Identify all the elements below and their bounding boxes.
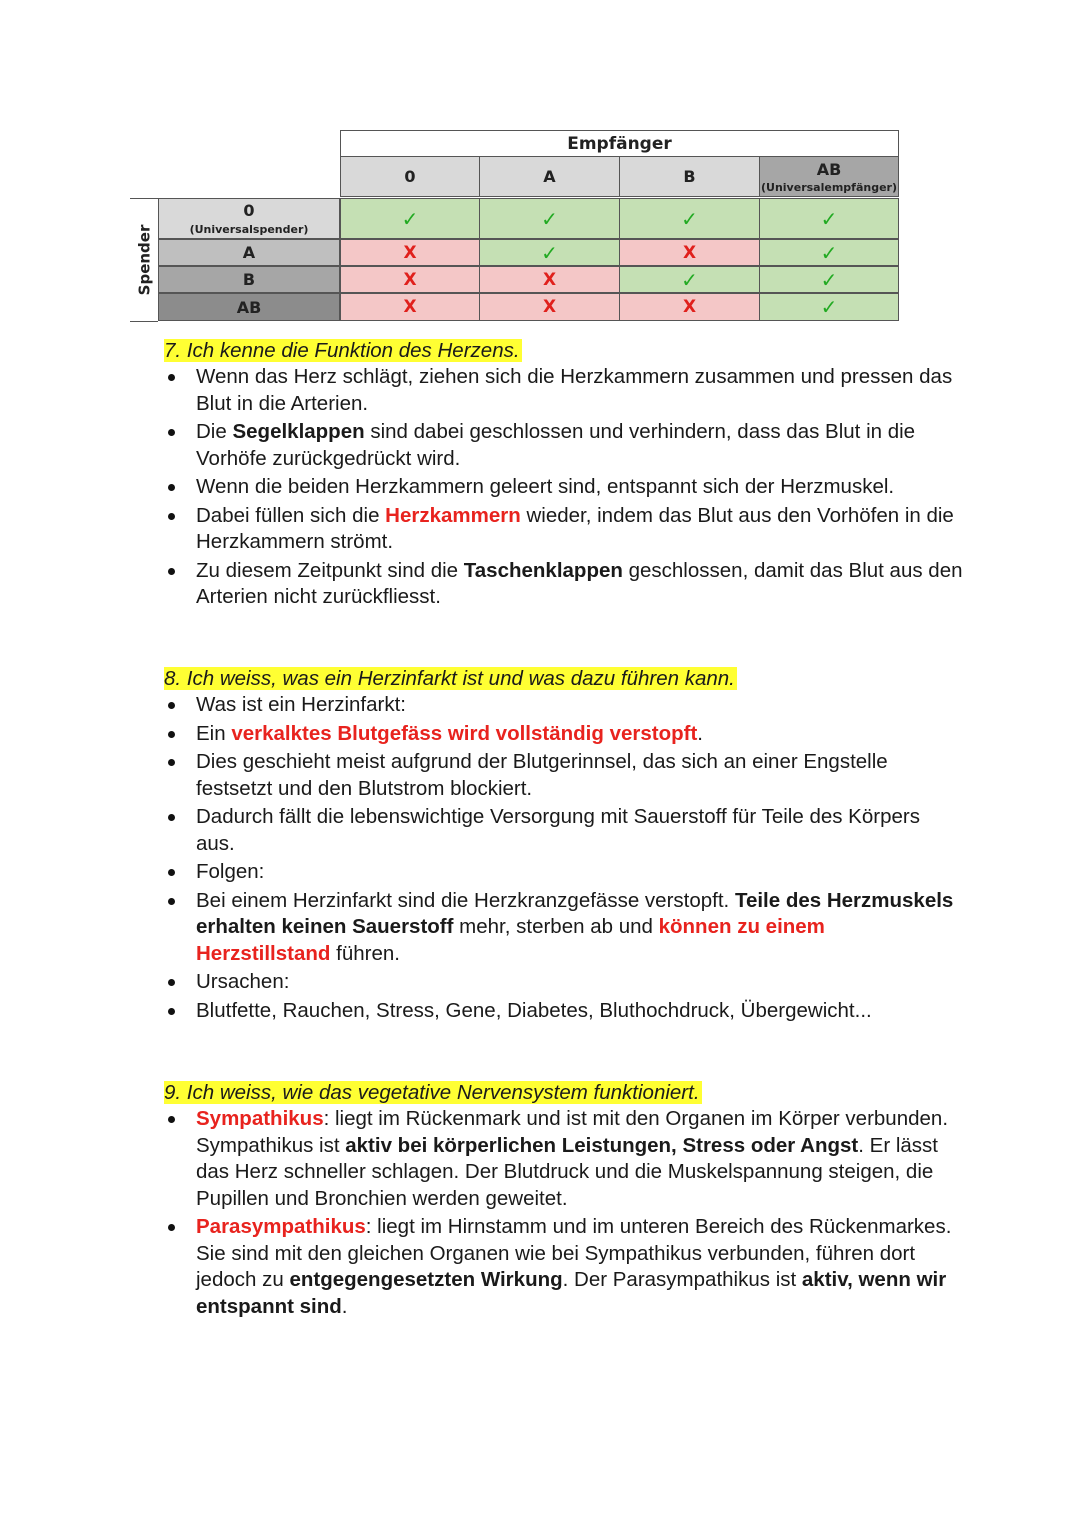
list-item (164, 419, 964, 472)
section-heart-function (164, 338, 964, 613)
table-cell: X (340, 239, 480, 266)
row-header-label: B (242, 270, 256, 289)
list-item (164, 888, 964, 968)
column-header-0 (340, 156, 480, 197)
item-text: geschlossen, damit das Blut aus den Arterien nicht zurückfliesst. (196, 558, 963, 608)
bold-term: Taschenklappen (463, 558, 623, 582)
row-header-0 (158, 198, 340, 239)
section-heart-attack (164, 666, 964, 1026)
item-text: . Er lässt das Herz schneller schlagen. Der Blutdruck und die Muskelspannung steigen, die Pupillen und Bronchien werden geweitet. (196, 1133, 939, 1210)
table-cell: ✓ (340, 198, 480, 239)
list-item (164, 804, 964, 857)
item-text: . (341, 1294, 348, 1318)
red-term: Herzkammern (385, 503, 521, 527)
column-header-label: A (543, 167, 556, 186)
bold-term: Teile des Herzmuskels erhalten keinen Sauerstoff (196, 888, 954, 938)
item-text: . (697, 721, 703, 745)
table-cell: ✓ (759, 198, 899, 239)
list-item (164, 474, 964, 501)
recipient-header: Empfänger (340, 130, 899, 156)
column-header-sub: (Universalempfänger) (761, 180, 897, 194)
list-item (164, 1106, 964, 1212)
item-text: Zu diesem Zeitpunkt sind die (196, 558, 464, 582)
table-cell: ✓ (759, 239, 899, 266)
item-text: Blutfette, Rauchen, Stress, Gene, Diabetes, Bluthochdruck, Übergewicht... (196, 998, 872, 1022)
row-header-ab (158, 293, 340, 321)
row-header-label: AB (236, 297, 262, 317)
bold-term: aktiv, wenn wir entspannt sind (196, 1268, 947, 1318)
row-header-b (158, 266, 340, 293)
item-text: Dabei füllen sich die (196, 503, 386, 527)
item-text: Dies geschieht meist aufgrund der Blutgerinnsel, das sich an einer Engstelle festsetzt und den Blutstrom blockiert. (196, 750, 888, 800)
table-cell: X (619, 293, 760, 321)
item-text: Wenn die beiden Herzkammern geleert sind, entspannt sich der Herzmuskel. (196, 475, 895, 498)
table-cell: ✓ (759, 293, 899, 321)
item-text: Ursachen: (196, 970, 290, 993)
column-header-ab (759, 156, 899, 197)
table-cell: ✓ (619, 266, 760, 293)
table-cell: X (479, 266, 620, 293)
list-item (164, 998, 964, 1025)
table-cell: X (340, 293, 480, 321)
table-cell: X (479, 293, 620, 321)
column-header-b (619, 156, 760, 197)
red-term: verkalktes Blutgefäss wird vollständig verstopft (231, 721, 698, 745)
red-term: können zu einem Herzstillstand (196, 915, 825, 965)
item-text: mehr, sterben ab und (453, 915, 659, 938)
table-cell: ✓ (479, 198, 620, 239)
list-item (164, 692, 964, 719)
item-text: Ein (196, 721, 232, 745)
list-item (164, 969, 964, 996)
item-text: . Der Parasympathikus ist (562, 1268, 802, 1291)
bold-term: entgegengesetzten Wirkung (289, 1268, 563, 1291)
item-text: Folgen: (196, 860, 265, 883)
list-item (164, 364, 964, 417)
highlighted-heading-text: 9. Ich weiss, wie das vegetative Nervensystem funktioniert. (164, 1081, 700, 1104)
list-item (164, 859, 964, 886)
column-header-a (479, 156, 620, 197)
section-nervous-system (164, 1080, 964, 1322)
item-text: wieder, indem das Blut aus den Vorhöfen in die Herzkammern strömt. (196, 503, 954, 553)
highlighted-heading-text: 7. Ich kenne die Funktion des Herzens. (164, 339, 520, 362)
item-text: Wenn das Herz schlägt, ziehen sich die Herzkammern zusammen und pressen das Blut in die Arterien. (196, 365, 953, 415)
item-text: führen. (330, 941, 400, 965)
red-term: Sympathikus (196, 1107, 324, 1130)
item-text: : liegt im Rückenmark und ist mit den Organen im Körper verbunden. Sympathikus ist (196, 1107, 949, 1157)
row-header-label: A (242, 243, 256, 262)
list-item (164, 558, 964, 611)
item-text: Die (196, 420, 233, 443)
row-header-label: 0 (243, 201, 255, 220)
table-cell: ✓ (619, 198, 760, 239)
item-text: Was ist ein Herzinfarkt: (196, 693, 406, 716)
donor-header (130, 198, 158, 322)
bullet-list (164, 692, 964, 1024)
section-heading (164, 338, 964, 364)
bold-term: Segelklappen (232, 420, 365, 443)
list-item (164, 721, 964, 748)
table-cell: X (340, 266, 480, 293)
list-item (164, 1214, 964, 1320)
table-cell: ✓ (759, 266, 899, 293)
item-text: sind dabei geschlossen und verhindern, dass das Blut in die Vorhöfe zurückgedrückt wird. (196, 420, 916, 470)
donor-header-label: Spender (135, 224, 154, 296)
column-header-label: 0 (404, 167, 416, 186)
item-text: Dadurch fällt die lebenswichtige Versorgung mit Sauerstoff für Teile des Körpers aus. (196, 805, 920, 855)
item-text: Bei einem Herzinfarkt sind die Herzkranzgefässe verstopft. (196, 888, 735, 912)
row-header-a (158, 239, 340, 266)
column-header-label: AB (816, 159, 842, 179)
highlighted-heading-text: 8. Ich weiss, was ein Herzinfarkt ist und was dazu führen kann. (164, 667, 735, 690)
item-text: : liegt im Hirnstamm und im unteren Bereich des Rückenmarkes. Sie sind mit den gleichen Organen wie bei Sympathikus verbunden, führen dort jedoch zu (196, 1215, 952, 1291)
bold-term: aktiv bei körperlichen Leistungen, Stress oder Angst (345, 1133, 859, 1157)
bullet-list (164, 364, 964, 611)
section-heading (164, 666, 964, 692)
bullet-list (164, 1106, 964, 1320)
list-item (164, 503, 964, 556)
red-term: Parasympathikus (196, 1215, 366, 1238)
list-item (164, 749, 964, 802)
column-header-label: B (683, 167, 696, 186)
table-cell: X (619, 239, 760, 266)
table-cell: ✓ (479, 239, 620, 266)
row-header-sub: (Universalspender) (189, 223, 309, 236)
section-heading (164, 1080, 964, 1106)
